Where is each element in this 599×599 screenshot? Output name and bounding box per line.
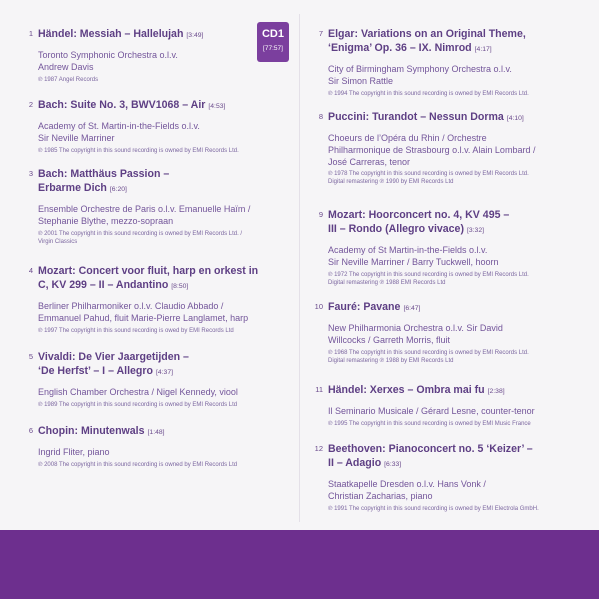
track-title-line: ‘De Herfst’ – I – Allegro [4:37] (38, 365, 174, 377)
track-performers (38, 50, 203, 74)
track-performers (38, 204, 250, 228)
track-title-line: Chopin: Minutenwals [1:48] (38, 425, 165, 437)
track-copyright (38, 461, 237, 469)
track-number: 12 (314, 444, 323, 453)
performer-line: Toronto Symphonic Orchestra o.l.v. (38, 50, 178, 60)
track-title-line: Bach: Matthäus Passion – (38, 168, 170, 180)
track-body (38, 424, 237, 469)
copyright-line: ℗ 1978 The copyright in this sound recording is owned by EMI Records Ltd. (328, 171, 529, 178)
track-duration: [4:17] (474, 46, 492, 53)
track-duration: [4:37] (156, 369, 174, 376)
track-title-line: Puccini: Turandot – Nessun Dorma [4:10] (328, 111, 524, 123)
track-performers (38, 387, 238, 399)
performer-line: José Carreras, tenor (328, 156, 411, 167)
performer-line: Christian Zacharias, piano (328, 490, 433, 501)
copyright-line: ℗ 1985 The copyright in this sound recording is owned by EMI Records Ltd. (38, 147, 239, 154)
track-copyright (328, 505, 539, 513)
track-body (328, 383, 535, 428)
performer-line: Sir Neville Marriner (38, 132, 115, 143)
track-duration: [4:53] (208, 103, 226, 110)
track-number: 9 (318, 210, 323, 219)
performer-line: English Chamber Orchestra / Nigel Kennedy, viool (38, 387, 238, 397)
track-performers (328, 133, 535, 168)
track-performers (38, 121, 239, 145)
performer-line: Berliner Philharmoniker o.l.v. Claudio Abbado / (38, 301, 224, 311)
track-number: 3 (28, 169, 33, 178)
track-title-line: Händel: Xerxes – Ombra mai fu [2:38] (328, 384, 505, 396)
track-duration: [8:50] (171, 283, 189, 290)
track-number: 6 (28, 426, 33, 435)
column-divider (299, 14, 300, 522)
copyright-line: ℗ 1997 The copyright in this sound recording is owed by EMI Records Ltd (38, 327, 234, 334)
performer-line: Il Seminario Musicale / Gérard Lesne, counter-tenor (328, 406, 535, 416)
track-duration: [6:47] (403, 305, 421, 312)
copyright-line: ℗ 1995 The copyright in this sound recording is owned by EMI Music France (328, 420, 531, 427)
performer-line: Andrew Davis (38, 61, 94, 72)
track-title (38, 27, 203, 43)
track-copyright (328, 271, 529, 287)
track-number: 4 (28, 266, 33, 275)
track-number: 11 (315, 385, 323, 394)
track-number: 5 (28, 352, 33, 361)
track-number: 10 (314, 302, 323, 311)
track-duration: [1:48] (147, 429, 165, 436)
track-copyright (38, 327, 258, 335)
track-performers (328, 479, 539, 503)
copyright-line: ℗ 1989 The copyright in this sound recording is owned by EMI Records Ltd (38, 401, 238, 408)
performer-line: New Philharmonia Orchestra o.l.v. Sir David (328, 323, 503, 333)
track-performers (38, 447, 237, 459)
track-copyright (328, 349, 529, 365)
track-copyright (38, 230, 250, 246)
track-title-line: Beethoven: Pianoconcert no. 5 ‘Keizer’ – (328, 443, 533, 455)
track-copyright (328, 420, 535, 428)
track-title-line: Händel: Messiah – Hallelujah [3:49] (38, 28, 204, 40)
track-copyright (38, 76, 203, 84)
track-copyright (328, 90, 529, 98)
track-body (328, 110, 535, 186)
cd-badge (257, 22, 289, 62)
track-title-line: Erbarme Dich [6:20] (38, 182, 127, 194)
track-title-line: Elgar: Variations on an Original Theme, (328, 28, 526, 40)
track-body (38, 27, 203, 84)
track-performers (328, 406, 535, 418)
copyright-line: ℗ 2008 The copyright in this sound recording is owned by EMI Records Ltd (38, 461, 238, 468)
track-body (38, 167, 250, 246)
performer-line: Emmanuel Pahud, fluit Marie-Pierre Langlamet, harp (38, 312, 249, 323)
track-title (38, 350, 238, 380)
track-title (328, 208, 529, 238)
performer-line: Stephanie Blythe, mezzo-sopraan (38, 215, 174, 226)
track-title (38, 167, 250, 197)
bottom-band (0, 530, 599, 599)
copyright-line: Digital remastering ℗ 1988 by EMI Records Ltd (328, 357, 454, 364)
copyright-line: Digital remastering ℗ 1990 by EMI Records Ltd (328, 179, 454, 186)
track-body (38, 264, 258, 335)
track-title-line: Mozart: Concert voor fluit, harp en orkest in (38, 265, 259, 277)
track-copyright (328, 170, 535, 186)
copyright-line: ℗ 2001 The copyright in this sound recording is owned by EMI Records Ltd. / (38, 230, 243, 237)
performer-line: Academy of St. Martin-in-the-Fields o.l.v. (38, 121, 200, 131)
track-duration: [4:10] (506, 115, 524, 122)
track-title-line: Fauré: Pavane [6:47] (328, 301, 421, 313)
track-body (328, 27, 529, 98)
track-performers (328, 323, 529, 347)
track-number: 1 (28, 29, 33, 38)
track-number: 2 (28, 100, 33, 109)
track-body (328, 300, 529, 365)
performer-line: Willcocks / Garreth Morris, fluit (328, 334, 451, 345)
cd-total-duration: [77:57] (263, 45, 283, 52)
performer-line: Staatkapelle Dresden o.l.v. Hans Vonk / (328, 479, 486, 489)
performer-line: City of Birmingham Symphony Orchestra o.l.v. (328, 64, 512, 74)
track-title-line: Vivaldi: De Vier Jaargetijden – (38, 351, 189, 363)
performer-line: Philharmonique de Strasbourg o.l.v. Alain Lombard / (328, 144, 536, 155)
track-performers (328, 245, 529, 269)
track-title (38, 424, 237, 440)
track-body (328, 442, 539, 513)
copyright-line: ℗ 1987 Angel Records (38, 76, 99, 83)
cd-label: CD1 (261, 28, 284, 40)
track-title-line: C, KV 299 – II – Andantino [8:50] (38, 279, 189, 291)
track-copyright (38, 147, 239, 155)
track-duration: [6:20] (109, 186, 127, 193)
track-body (38, 98, 239, 155)
track-title (38, 98, 239, 114)
track-title (38, 264, 258, 294)
track-number: 8 (318, 112, 323, 121)
track-title-line: ‘Enigma’ Op. 36 – IX. Nimrod [4:17] (328, 42, 492, 54)
track-performers (38, 301, 258, 325)
track-title-line: Mozart: Hoorconcert no. 4, KV 495 – (328, 209, 510, 221)
track-title (328, 442, 539, 472)
performer-line: Ensemble Orchestre de Paris o.l.v. Emanuelle Haïm / (38, 204, 251, 214)
copyright-line: ℗ 1991 The copyright in this sound recording is owned by EMI Electrola GmbH. (328, 505, 539, 512)
track-duration: [2:38] (487, 388, 505, 395)
track-body (38, 350, 238, 409)
copyright-line: ℗ 1994 The copyright in this sound recording is owned by EMI Records Ltd. (328, 90, 529, 97)
track-title (328, 27, 529, 57)
track-duration: [6:33] (384, 461, 402, 468)
performer-line: Academy of St Martin-in-the-Fields o.l.v. (328, 245, 488, 255)
track-duration: [3:32] (466, 227, 484, 234)
performer-line: Choeurs de l’Opéra du Rhin / Orchestre (328, 133, 487, 143)
track-title (328, 110, 535, 126)
copyright-line: Virgin Classics (38, 238, 78, 245)
copyright-line: Digital remastering ℗ 1988 EMI Records Ltd (328, 279, 446, 286)
track-performers (328, 64, 529, 88)
performer-line: Sir Neville Marriner / Barry Tuckwell, hoorn (328, 256, 499, 267)
copyright-line: ℗ 1972 The copyright in this sound recording is owned by EMI Records Ltd. (328, 271, 529, 278)
track-title-line: Bach: Suite No. 3, BWV1068 – Air [4:53] (38, 99, 226, 111)
track-copyright (38, 401, 238, 409)
track-body (328, 208, 529, 287)
track-title (328, 300, 529, 316)
performer-line: Sir Simon Rattle (328, 75, 394, 86)
track-duration: [3:49] (186, 32, 204, 39)
track-title (328, 383, 535, 399)
track-title-line: III – Rondo (Allegro vivace) [3:32] (328, 223, 484, 235)
copyright-line: ℗ 1968 The copyright in this sound recording is owned by EMI Records Ltd. (328, 349, 529, 356)
track-number: 7 (318, 29, 323, 38)
performer-line: Ingrid Fliter, piano (38, 447, 110, 457)
track-title-line: II – Adagio [6:33] (328, 457, 402, 469)
